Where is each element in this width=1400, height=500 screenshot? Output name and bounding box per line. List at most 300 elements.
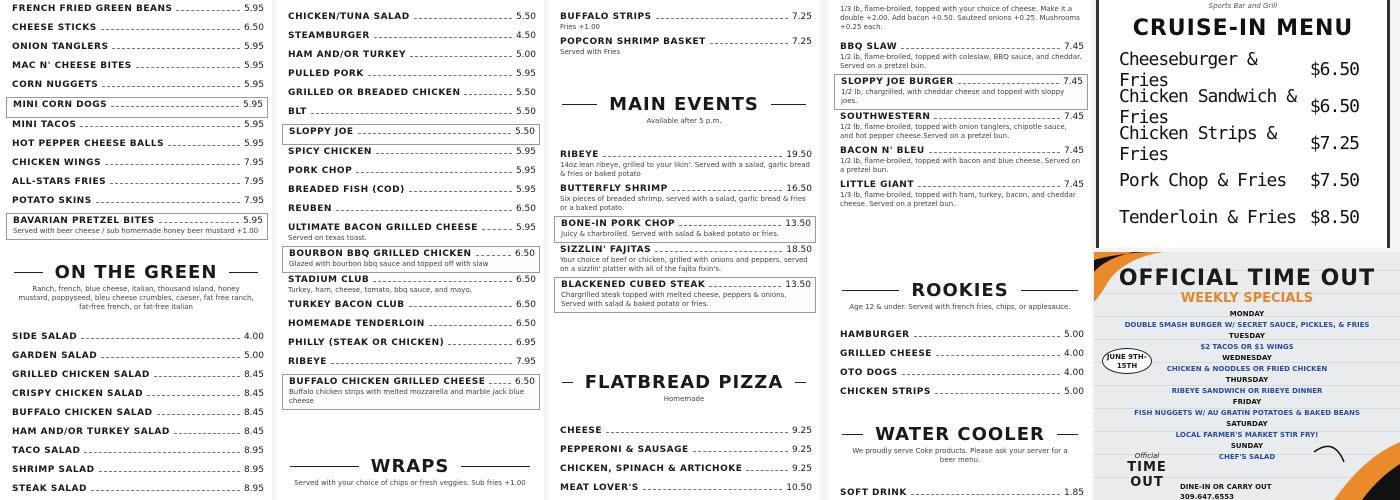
item-name: Cheeseburger & Fries (1119, 48, 1257, 91)
item-price: 7.45 (1063, 180, 1084, 190)
dot-leader (710, 37, 788, 44)
menu-item (282, 145, 540, 164)
item-name: BUTTERFLY SHRIMP (560, 184, 668, 194)
menu-item-line (282, 164, 540, 176)
menu-item (834, 40, 1088, 74)
item-name: HOMEMADE TENDERLOIN (288, 319, 425, 329)
item-name: Pork Chop & Fries (1119, 170, 1287, 191)
item-price: 7.45 (1063, 146, 1084, 156)
menu-item-line (282, 273, 540, 285)
special-day: MONDAY (1229, 310, 1265, 318)
item-price: 7.95 (243, 196, 264, 206)
item-price: 8.45 (243, 370, 264, 380)
cruise-item (1099, 85, 1387, 128)
dot-leader (168, 139, 240, 146)
basket-list (548, 10, 820, 60)
menu-item-line (6, 40, 268, 52)
item-price: 6.50 (243, 23, 264, 33)
dot-leader (672, 184, 783, 191)
menu-item (6, 330, 268, 349)
dot-leader (176, 4, 239, 11)
item-price: 5.95 (243, 4, 264, 14)
item-name: POTATO SKINS (12, 196, 92, 206)
tagline: Sports Bar and Grill (1208, 2, 1278, 10)
section-title: FLATBREAD PIZZA (584, 372, 784, 393)
item-price: 7.95 (243, 158, 264, 168)
menu-item-line (834, 144, 1088, 156)
menu-item (834, 178, 1088, 212)
menu-item (554, 35, 816, 60)
menu-item (554, 443, 816, 462)
weekly-specials-flyer (1094, 252, 1400, 500)
menu-item (6, 40, 268, 59)
menu-item (834, 347, 1088, 366)
item-price: 8.45 (243, 408, 264, 418)
item-price: 5.50 (515, 12, 536, 22)
item-name: STEAK SALAD (12, 484, 87, 494)
dot-leader (311, 107, 512, 114)
special-day: TUESDAY (1229, 332, 1265, 340)
menu-item (554, 10, 816, 35)
item-description: Served on texas toast. (288, 234, 367, 242)
menu-item-line (554, 243, 816, 255)
item-price: 18.50 (786, 245, 812, 255)
item-price: 5.95 (242, 100, 263, 110)
item-description: Fries +1.00 (560, 23, 600, 31)
item-price: 7.95 (243, 177, 264, 187)
dot-leader (374, 31, 512, 38)
item-description: Juicy & charbroiled. Served with salad & baked potato or fries. (561, 230, 780, 238)
item-name: SHRIMP SALAD (12, 465, 95, 475)
menu-item (6, 387, 268, 406)
item-description: 1/3 lb, flame-broiled, topped with ham, turkey, bacon, and cheddar cheese. Served on a pretzel bun. (840, 191, 1076, 208)
section-description: Ranch, french, blue cheese, italian, thousand island, honey mustard, poppyseed, bleu cheese crumbles, caeser, fat free ranch, fat-free french, or fat-free italian (18, 285, 254, 311)
item-name: BREADED FISH (COD) (288, 185, 405, 195)
item-name: SIZZLIN' FAJITAS (560, 245, 652, 255)
menu-item (6, 21, 268, 40)
menu-item (282, 246, 540, 273)
menu-item (6, 213, 268, 240)
special-day: SATURDAY (1226, 420, 1268, 428)
dot-leader (101, 23, 240, 30)
dot-leader (476, 249, 511, 256)
dot-leader (356, 166, 512, 173)
menu-item (6, 59, 268, 78)
special-deal: RIBEYE SANDWICH OR RIBEYE DINNER (1171, 387, 1323, 395)
special-deal: FISH NUGGETS W/ AU GRATIN POTATOES & BAKED BEANS (1134, 409, 1360, 417)
menu-item (834, 74, 1088, 110)
item-description: 1/2 lb, flame-broiled, topped with onion tanglers, chipotle sauce, and hot pepper cheese.Served on a pretzel bun. (840, 123, 1067, 140)
item-description: Served with Fries (560, 48, 621, 56)
dot-leader (147, 389, 240, 396)
menu-item (6, 368, 268, 387)
item-description: Buffalo chicken strips with melted mozzarella and marble jack blue cheese (289, 388, 525, 405)
menu-item-line (283, 375, 539, 387)
dot-leader (606, 426, 788, 433)
dot-leader (429, 319, 512, 326)
section-description: Age 12 & under. Served with french fries, chips, or applesauce. (849, 303, 1071, 311)
dot-leader (414, 12, 512, 19)
menu-column-sandwiches (276, 0, 544, 500)
menu-item-line (282, 221, 540, 233)
menu-item (282, 10, 540, 29)
item-name: SOFT DRINK (840, 488, 907, 498)
dot-leader (102, 80, 240, 87)
item-name: CHEESE STICKS (12, 23, 97, 33)
dot-leader (409, 300, 512, 307)
main-events-list (548, 148, 820, 313)
menu-item (282, 336, 540, 355)
menu-item (554, 216, 816, 243)
menu-item-line (555, 217, 815, 229)
item-price: 6.50 (515, 300, 536, 310)
item-description: Your choice of beef or chicken, grilled with onions and peppers, served on a sizzlin' platter with all of the fajita fixin's. (560, 256, 808, 273)
item-name: Chicken Strips & Fries (1119, 122, 1277, 165)
item-price: 5.95 (515, 185, 536, 195)
item-price: 8.95 (243, 465, 264, 475)
menu-item-line (282, 183, 540, 195)
item-price: 5.95 (243, 61, 264, 71)
item-price: $7.50 (1309, 170, 1359, 191)
dot-leader (656, 12, 788, 19)
item-name: SPICY CHICKEN (288, 147, 372, 157)
item-price: 13.50 (785, 280, 811, 290)
menu-item-line (6, 137, 268, 149)
menu-item-line (554, 35, 816, 47)
menu-item-line (6, 330, 268, 342)
section-header-main-events (548, 94, 820, 115)
item-description: Turkey, ham, cheese, tomato, bbq sauce, and mayo. (288, 286, 472, 294)
item-name: HAM AND/OR TURKEY SALAD (12, 427, 170, 437)
item-name: Tenderloin & Fries (1119, 207, 1297, 228)
dot-leader (958, 77, 1059, 84)
item-description: Six pieces of breaded shrimp, served with a salad, garlic bread & fries or a baked potato. (560, 195, 806, 212)
item-price: 5.95 (243, 42, 264, 52)
item-price: 4.00 (1063, 368, 1084, 378)
dot-leader (643, 483, 782, 490)
item-name: MINI CORN DOGS (13, 100, 108, 110)
item-price: 6.50 (515, 275, 536, 285)
special-day: FRIDAY (1232, 398, 1262, 406)
menu-item-line (282, 10, 540, 22)
menu-item-line (282, 298, 540, 310)
dot-leader (709, 280, 781, 287)
item-name: GARDEN SALAD (12, 351, 98, 361)
item-price: 8.95 (243, 446, 264, 456)
menu-column-burgers (828, 0, 1092, 500)
item-price: 6.50 (515, 204, 536, 214)
item-name: PORK CHOP (288, 166, 353, 176)
dot-leader (99, 465, 240, 472)
phone-number: 309.647.6553 (1180, 493, 1235, 500)
item-name: MAC N' CHEESE BITES (12, 61, 132, 71)
item-name: CORN NUGGETS (12, 80, 99, 90)
menu-item-line (554, 443, 816, 455)
dot-leader (693, 445, 788, 452)
menu-item (282, 355, 540, 374)
menu-item (834, 366, 1088, 385)
item-price: 5.95 (515, 166, 536, 176)
menu-item (554, 277, 816, 313)
section-description: Homemade (663, 395, 705, 403)
section-title: WRAPS (370, 456, 450, 477)
menu-column-appetizers-salads (0, 0, 272, 500)
item-price: 5.00 (243, 351, 264, 361)
drinks-list (828, 486, 1092, 500)
menu-item-line (282, 355, 540, 367)
dot-leader (111, 100, 239, 107)
dot-leader (373, 275, 512, 282)
section-title: WATER COOLER (875, 424, 1045, 445)
menu-item (282, 183, 540, 202)
cruise-in-menu-card (1096, 0, 1390, 248)
special-deal: CHEF'S SALAD (1218, 453, 1276, 461)
menu-item-line (834, 385, 1088, 397)
dot-leader (112, 42, 239, 49)
menu-item-line (6, 78, 268, 90)
section-header-flatbread-pizza (548, 372, 820, 393)
menu-item (6, 156, 268, 175)
item-name: CHICKEN/TUNA SALAD (288, 12, 410, 22)
item-name: RIBEYE (288, 357, 327, 367)
dot-leader (655, 245, 782, 252)
menu-item-line (834, 347, 1088, 359)
menu-item (6, 118, 268, 137)
logo-main-text: TIME OUT (1127, 460, 1167, 490)
item-price: 10.50 (786, 483, 812, 493)
menu-item-line (834, 110, 1088, 122)
item-name: REUBEN (288, 204, 332, 214)
cruise-item (1099, 48, 1387, 91)
dot-leader (110, 177, 240, 184)
item-price: 5.50 (515, 107, 536, 117)
service-type: DINE-IN OR CARRY OUT (1180, 483, 1272, 491)
item-name: CHEESE (560, 426, 603, 436)
flatbread-list (548, 424, 820, 500)
dot-leader (448, 338, 512, 345)
item-name: CRISPY CHICKEN SALAD (12, 389, 144, 399)
item-name: BUFFALO STRIPS (560, 12, 652, 22)
item-name: HAMBURGER (840, 330, 910, 340)
dot-leader (489, 377, 511, 384)
menu-item (6, 482, 268, 500)
dot-leader (929, 146, 1060, 153)
menu-item-line (282, 67, 540, 79)
menu-item-line (834, 366, 1088, 378)
menu-item-line (7, 98, 267, 110)
item-price: 7.45 (1062, 77, 1083, 87)
menu-item (282, 86, 540, 105)
item-description: 1/2 lb, flame-broiled, topped with coleslaw, BBQ sauce, and cheddar. Served on a pretzel bun. (840, 53, 1082, 70)
item-price: 19.50 (786, 150, 812, 160)
menu-item-line (554, 148, 816, 160)
menu-item-line (554, 462, 816, 474)
item-price: 4.00 (1063, 349, 1084, 359)
dot-leader (464, 88, 511, 95)
menu-item-line (6, 156, 268, 168)
menu-item (282, 124, 540, 145)
section-description: Available after 5 p.m. (646, 117, 722, 125)
item-price: 9.25 (791, 464, 812, 474)
dot-leader (936, 349, 1060, 356)
menu-item-line (6, 387, 268, 399)
menu-item (282, 67, 540, 86)
item-name: TACO SALAD (12, 446, 81, 456)
item-name: SLOPPY JOE (289, 127, 354, 137)
item-price: 1.85 (1063, 488, 1084, 498)
menu-item-line (554, 481, 816, 493)
item-name: STADIUM CLUB (288, 275, 370, 285)
menu-item-line (282, 336, 540, 348)
menu-item (554, 424, 816, 443)
item-name: MEAT LOVER'S (560, 483, 639, 493)
menu-item (6, 2, 268, 21)
item-name: BAVARIAN PRETZEL BITES (13, 216, 155, 226)
cruise-list (1099, 48, 1387, 236)
item-name: BUFFALO CHICKEN SALAD (12, 408, 153, 418)
section-header-on-the-green (0, 262, 272, 283)
menu-item-line (554, 10, 816, 22)
item-description: Served with beer cheese / sub homemade honey beer mustard +1.00 (13, 227, 259, 235)
menu-item (282, 221, 540, 246)
menu-item-line (834, 328, 1088, 340)
menu-item (834, 110, 1088, 144)
item-price: 8.45 (243, 389, 264, 399)
item-name: Chicken Sandwich & Fries (1119, 85, 1297, 128)
dot-leader (358, 127, 511, 134)
dot-leader (101, 351, 240, 358)
section-description: We proudly serve Coke products. Please ask your server for a beer menu. (852, 447, 1068, 464)
item-price: $7.25 (1309, 133, 1359, 154)
special-day: SUNDAY (1230, 442, 1264, 450)
item-name: LITTLE GIANT (840, 180, 914, 190)
dot-leader (935, 387, 1060, 394)
kids-list (828, 328, 1092, 404)
logo-top-text: Official (1134, 452, 1160, 460)
item-price: 6.95 (515, 338, 536, 348)
menu-item-line (282, 317, 540, 329)
menu-item-line (6, 2, 268, 14)
dot-leader (914, 330, 1060, 337)
burger-list (828, 40, 1092, 212)
dot-leader (84, 446, 240, 453)
dot-leader (376, 147, 512, 154)
special-deal: LOCAL FARMER'S MARKET STIR FRY! (1175, 431, 1319, 439)
item-name: ONION TANGLERS (12, 42, 109, 52)
section-header-rookies (828, 280, 1092, 301)
menu-item-line (6, 425, 268, 437)
menu-item-line (6, 482, 268, 494)
menu-item-line (283, 125, 539, 137)
menu-column-main-events (548, 0, 820, 500)
dot-leader (159, 216, 239, 223)
menu-item-line (6, 59, 268, 71)
menu-item (282, 298, 540, 317)
menu-item-line (6, 368, 268, 380)
section-title: MAIN EVENTS (609, 94, 759, 115)
special-deal: DOUBLE SMASH BURGER W/ SECRET SAUCE, PICKLES, & FRIES (1124, 321, 1370, 329)
dot-leader (136, 61, 240, 68)
menu-item (282, 202, 540, 221)
menu-item-line (282, 48, 540, 60)
item-name: SIDE SALAD (12, 332, 78, 342)
item-name: TURKEY BACON CLUB (288, 300, 405, 310)
specials-subtitle: WEEKLY SPECIALS (1180, 291, 1314, 306)
menu-item (554, 462, 816, 481)
section-title: ON THE GREEN (54, 262, 218, 283)
menu-item (282, 29, 540, 48)
dot-leader (331, 357, 512, 364)
item-name: POPCORN SHRIMP BASKET (560, 37, 706, 47)
item-price: 7.25 (791, 37, 812, 47)
item-name: OTO DOGS (840, 368, 898, 378)
item-name: GRILLED CHICKEN SALAD (12, 370, 150, 380)
item-price: 13.50 (785, 219, 811, 229)
menu-item (6, 425, 268, 444)
item-price: 4.00 (243, 332, 264, 342)
menu-item-line (6, 406, 268, 418)
menu-item-line (554, 182, 816, 194)
item-name: PEPPERONI & SAUSAGE (560, 445, 689, 455)
menu-item-line (282, 202, 540, 214)
item-price: 7.45 (1063, 42, 1084, 52)
time-out-logo (1114, 452, 1180, 496)
item-price: $8.50 (1309, 207, 1359, 228)
menu-item-line (835, 75, 1087, 87)
menu-item-line (554, 424, 816, 436)
menu-item-line (282, 145, 540, 157)
dot-leader (157, 408, 240, 415)
item-price: 6.50 (514, 377, 535, 387)
item-price: 7.45 (1063, 112, 1084, 122)
menu-item (282, 164, 540, 183)
dot-leader (105, 158, 240, 165)
menu-item (6, 463, 268, 482)
burger-description: 1/3 lb, flame-broiled, topped with your choice of cheese. Make it a double +2.00. Add bacon +0.50. Sauteed onions +0.25. Mushrooms +0.25 each. (840, 5, 1080, 31)
dot-leader (934, 112, 1060, 119)
item-name: BONE-IN PORK CHOP (561, 219, 676, 229)
menu-item (6, 349, 268, 368)
item-price: 4.50 (515, 31, 536, 41)
menu-item-line (834, 40, 1088, 52)
dot-leader (901, 42, 1060, 49)
special-day: THURSDAY (1225, 376, 1269, 384)
menu-item (282, 317, 540, 336)
item-name: CHICKEN STRIPS (840, 387, 931, 397)
special-deal: CHICKEN & NOODLES OR FRIED CHICKEN (1166, 365, 1328, 373)
item-name: PHILLY (STEAK OR CHICKEN) (288, 338, 445, 348)
item-price: 16.50 (786, 184, 812, 194)
item-description: 1/2 lb, flame-broiled, topped with bacon and blue cheese. Served on a pretzel bun. (840, 157, 1081, 174)
item-price: 9.25 (791, 445, 812, 455)
menu-item (6, 406, 268, 425)
contact-info (1180, 482, 1272, 500)
menu-item-line (282, 86, 540, 98)
item-name: MINI TACOS (12, 120, 77, 130)
item-name: PULLED PORK (288, 69, 364, 79)
item-price: 5.00 (1063, 387, 1084, 397)
menu-item-line (6, 444, 268, 456)
menu-item (282, 105, 540, 124)
dot-leader (482, 223, 512, 230)
item-name: GRILLED OR BREADED CHICKEN (288, 88, 461, 98)
menu-item (6, 194, 268, 213)
item-price: 5.95 (243, 120, 264, 130)
dot-leader (911, 488, 1060, 495)
appetizer-list (0, 2, 272, 240)
item-price: 5.50 (514, 127, 535, 137)
menu-item (6, 78, 268, 97)
